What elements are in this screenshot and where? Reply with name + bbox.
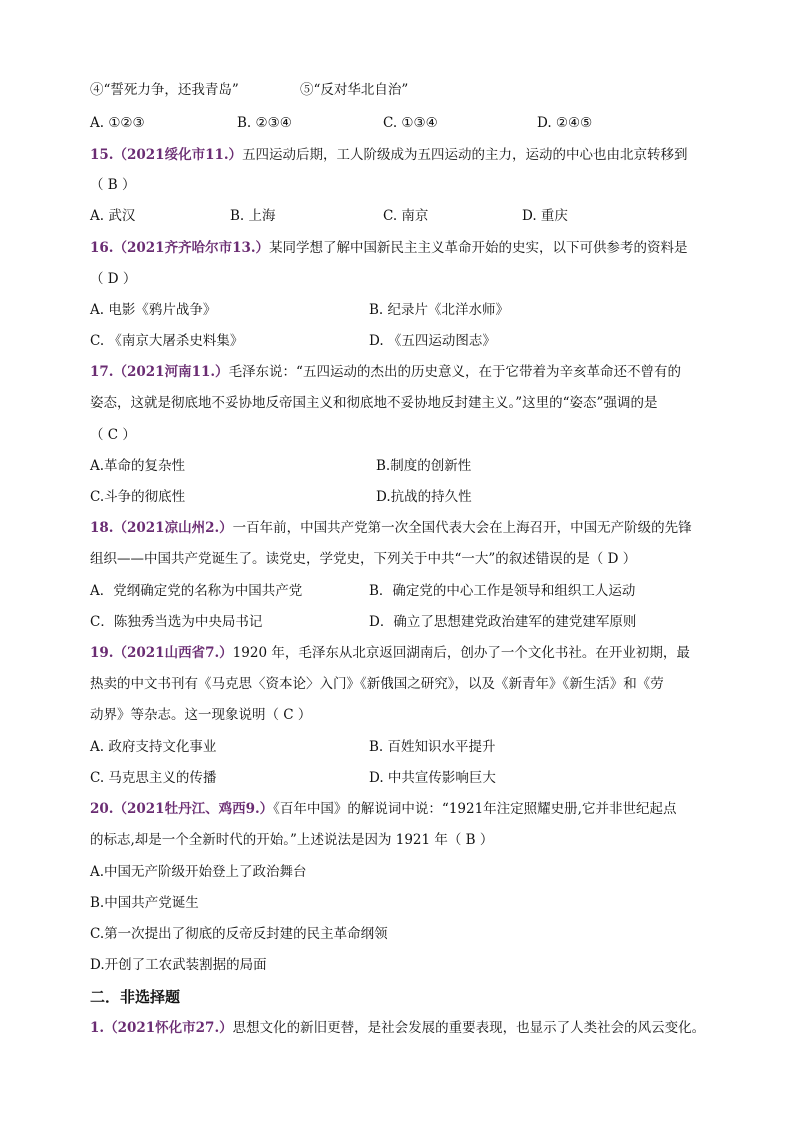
q17-stem [90,362,681,382]
q20-stem-line2: 的标志,却是一个全新时代的开始。”上述说法是因为 1921 年（ B ） [90,832,494,848]
q16-option-a: A. 电影《鸦片战争》 [90,302,217,318]
q20-stem-line1: 《百年中国》的解说词中说：“1921年注定照耀史册,它并非世纪起点 [273,801,677,817]
q20-option-c: C.第一次提出了彻底的反帝反封建的民主革命纲领 [90,926,388,942]
q14-item-5: ⑤“反对华北自治” [300,82,409,98]
q17-option-b: B.制度的创新性 [376,458,472,474]
q17-stem-line1: 毛泽东说：“五四运动的杰出的历史意义，在于它带着为辛亥革命还不曾有的 [228,364,681,380]
q18-number: 18. [90,520,114,536]
q1-number: 1. [90,1020,105,1036]
q1-stem [90,1018,705,1038]
q16-option-b: B. 纪录片《北洋水师》 [369,302,510,318]
q18-stem-line2: 组织——中国共产党诞生了。读党史，学党史，下列关于中共“一大”的叙述错误的是（ D ） [90,551,637,567]
q14-option-a: A. ①②③ [90,115,145,131]
q18-stem [90,518,692,538]
q16-stem-line1: 某同学想了解中国新民主主义革命开始的史实，以下可供参考的资料是 [269,240,688,256]
q18-option-c: C．陈独秀当选为中央局书记 [90,614,263,630]
q16-number: 16. [90,240,114,256]
q17-answer: （ C ） [90,427,136,443]
q16-stem [90,238,688,258]
q15-answer: （ B ） [90,177,136,193]
q19-number: 19. [90,645,114,661]
q18-source: （2021凉山州2.） [113,520,233,536]
q19-option-d: D. 中共宣传影响巨大 [369,770,496,786]
q20-option-b: B.中国共产党诞生 [90,895,199,911]
q15-option-c: C. 南京 [383,208,429,224]
q16-option-d: D. 《五四运动图志》 [369,333,496,349]
q18-option-d: D．确立了思想建党政治建军的建党建军原则 [369,614,637,630]
q19-stem-line1: 1920 年，毛泽东从北京返回湖南后，创办了一个文化书社。在开业初期，最 [232,645,690,661]
q19-option-c: C. 马克思主义的传播 [90,770,217,786]
q17-number: 17. [90,364,114,380]
q19-source: （2021山西省7.） [113,645,233,661]
q1-stem-line1: 思想文化的新旧更替，是社会发展的重要表现，也显示了人类社会的风云变化。 [232,1020,706,1036]
q14-option-c: C. ①③④ [383,115,438,131]
q16-option-c: C. 《南京大屠杀史料集》 [90,333,244,349]
q17-source: （2021河南11.） [113,364,229,380]
q19-stem-line3: 动界》等杂志。这一现象说明（ C ） [90,707,312,723]
q1-source: （2021怀化市27.） [104,1020,233,1036]
q17-option-d: D.抗战的持久性 [376,489,472,505]
q15-option-a: A. 武汉 [90,208,136,224]
q15-option-b: B. 上海 [230,208,276,224]
q19-option-b: B. 百姓知识水平提升 [369,739,496,755]
section-heading: 二．非选择题 [90,988,181,1006]
q20-option-d: D.开创了工农武装割据的局面 [90,957,267,973]
q15-source: （2021绥化市11.） [113,147,243,163]
q15-number: 15. [90,147,114,163]
q20-number: 20. [90,801,114,817]
q17-stem-line2: 姿态，这就是彻底地不妥协地反帝国主义和彻底地不妥协地反封建主义。”这里的“姿态”强调的是 [90,395,658,411]
q15-stem [90,145,688,165]
q20-stem [90,799,676,819]
q18-stem-line1: 一百年前，中国共产党第一次全国代表大会在上海召开，中国无产阶级的先锋 [232,520,692,536]
q15-stem-line1: 五四运动后期，工人阶级成为五四运动的主力，运动的中心也由北京转移到 [242,147,688,163]
q15-option-d: D. 重庆 [522,208,568,224]
q20-option-a: A.中国无产阶级开始登上了政治舞台 [90,864,307,880]
q20-source: （2021牡丹江、鸡西9.） [113,801,274,817]
q17-option-a: A.革命的复杂性 [90,458,186,474]
q14-option-b: B. ②③④ [237,115,292,131]
q16-answer: （ D ） [90,271,137,287]
q14-option-d: D. ②④⑤ [537,115,593,131]
q16-source: （2021齐齐哈尔市13.） [113,240,270,256]
q18-option-a: A．党纲确定党的名称为中国共产党 [90,583,303,599]
q17-option-c: C.斗争的彻底性 [90,489,186,505]
q19-option-a: A. 政府支持文化事业 [90,739,217,755]
q14-item-4: ④“誓死力争，还我青岛” [90,82,239,98]
q18-option-b: B．确定党的中心工作是领导和组织工人运动 [369,583,636,599]
q19-stem [90,643,690,663]
q19-stem-line2: 热卖的中文书刊有《马克思〈资本论〉入门》《新俄国之研究》，以及《新青年》《新生活》和《劳 [90,676,664,692]
